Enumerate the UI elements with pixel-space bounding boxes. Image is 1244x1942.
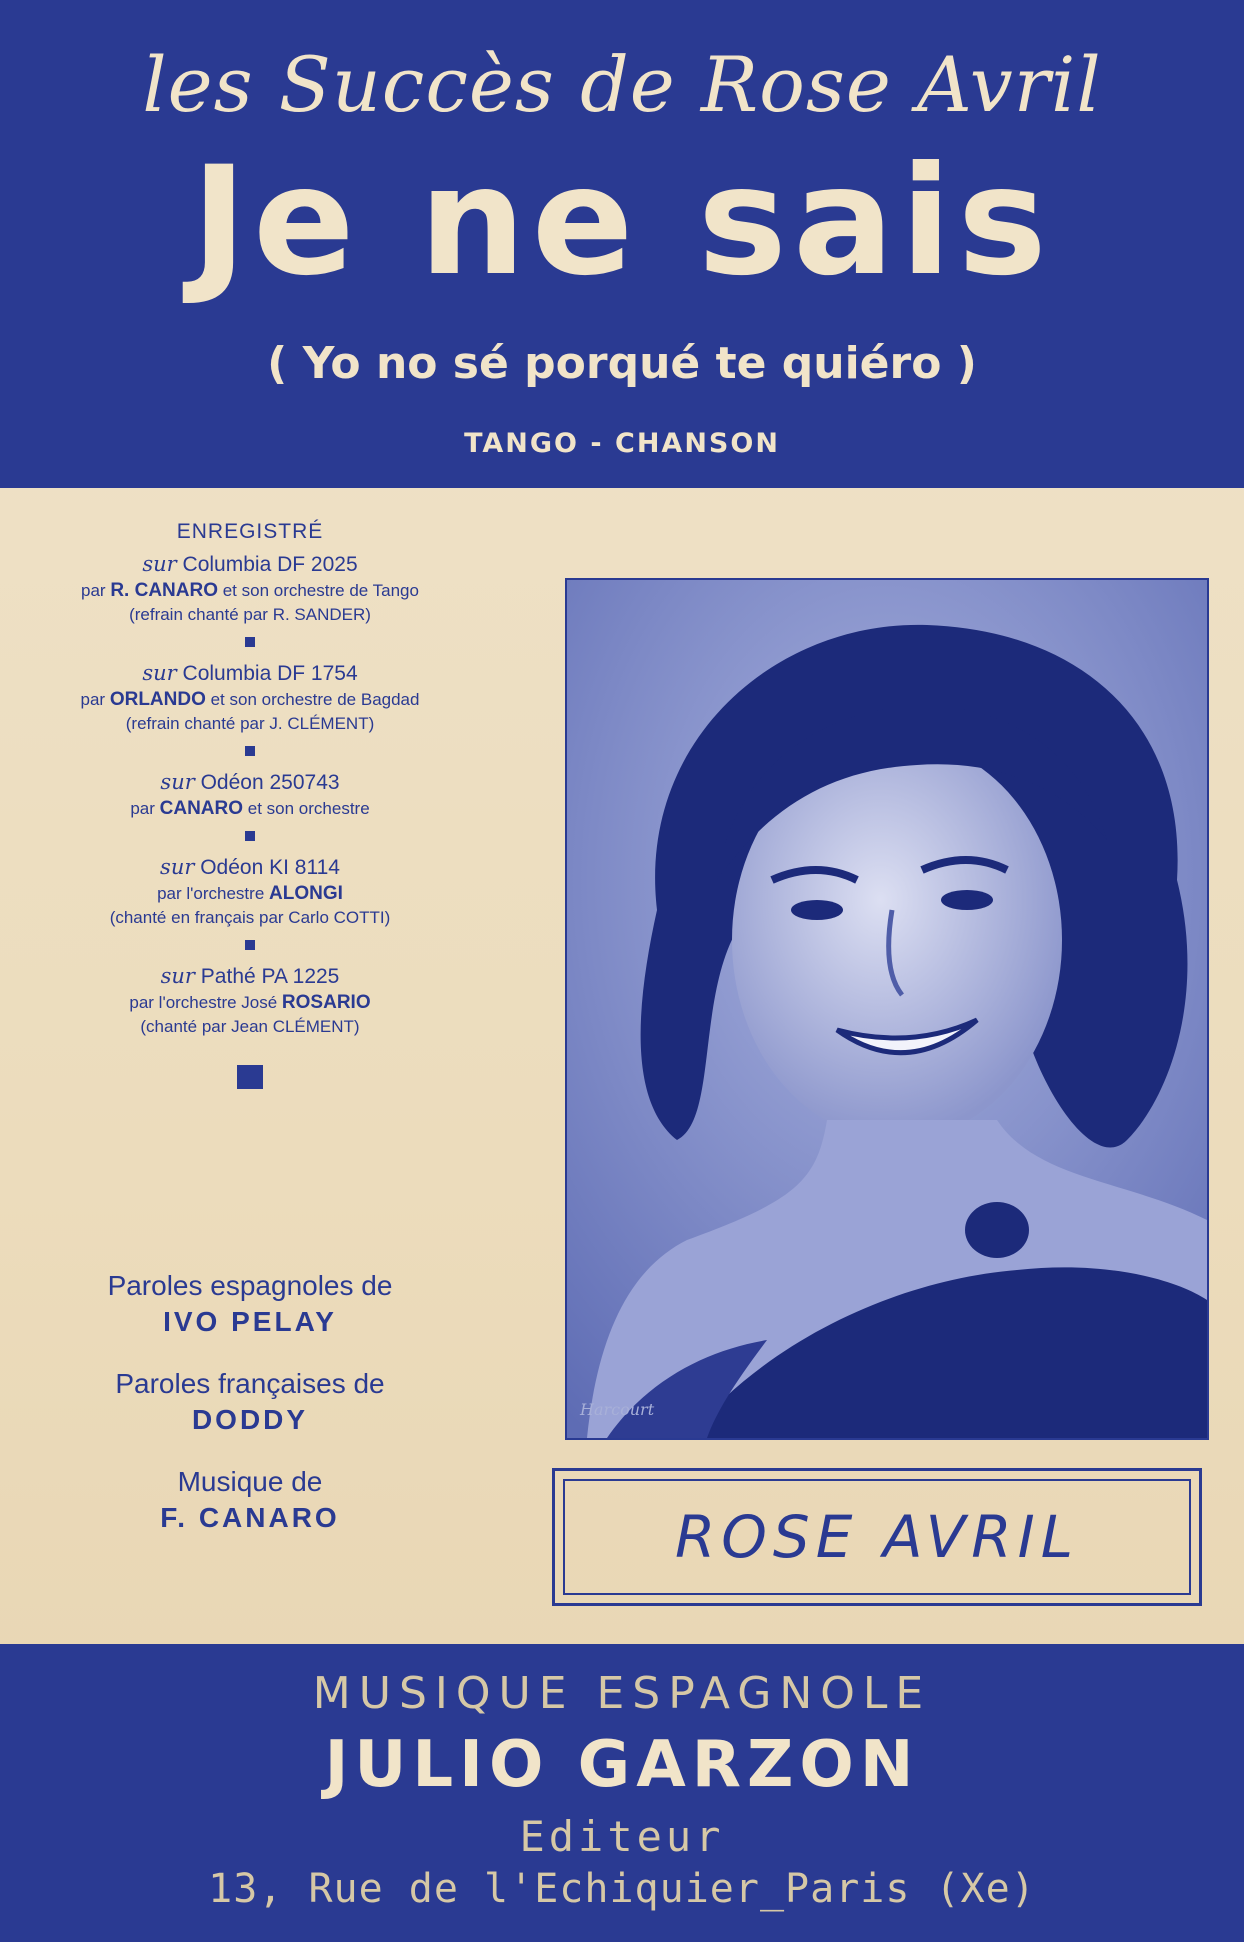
- credit-label: Paroles espagnoles de: [107, 1270, 393, 1301]
- recording-label: [30, 768, 470, 797]
- recording-catalog: Odéon 250743: [194, 771, 340, 794]
- recording-note: (refrain chanté par R. SANDER): [129, 605, 371, 624]
- recordings-list: [30, 520, 470, 1089]
- recording-par: par: [130, 799, 160, 818]
- recording-par: par l'orchestre: [157, 884, 269, 903]
- recording-catalog: Columbia DF 2025: [176, 553, 358, 576]
- credit-name: IVO PELAY: [163, 1306, 337, 1337]
- recording-sur: sur: [160, 855, 195, 879]
- recording-sur: sur: [142, 661, 177, 685]
- recording-orchestra: et son orchestre de Tango: [217, 581, 419, 600]
- recording-catalog: Pathé PA 1225: [194, 965, 340, 988]
- credit-music: [30, 1464, 470, 1536]
- header-band: [0, 0, 1244, 488]
- publisher-role: Editeur: [519, 1812, 725, 1861]
- recording-label: [30, 550, 470, 579]
- recording-par: par: [80, 690, 110, 709]
- recording-sur: sur: [142, 552, 177, 576]
- separator-square-large: [237, 1065, 263, 1089]
- recording-orchestra: et son orchestre de Bagdad: [205, 690, 420, 709]
- recording-item: [30, 550, 470, 627]
- recording-par: par: [81, 581, 111, 600]
- recording-label: [30, 853, 470, 882]
- credit-spanish-lyrics: [30, 1268, 470, 1340]
- recording-performer-name: ORLANDO: [109, 689, 206, 710]
- separator-square: [245, 940, 255, 950]
- recording-sur: sur: [160, 964, 195, 988]
- publisher-band: [0, 1644, 1244, 1942]
- song-subtitle: ( Yo no sé porqué te quiéro ): [267, 338, 977, 389]
- recording-performer-name: R. CANARO: [110, 580, 218, 601]
- recording-performer-name: ALONGI: [269, 883, 343, 904]
- credit-label: Paroles françaises de: [115, 1368, 385, 1399]
- recording-orchestra: et son orchestre: [243, 799, 370, 818]
- recording-item: [30, 962, 470, 1039]
- separator-square: [245, 831, 255, 841]
- recording-par: par l'orchestre José: [129, 993, 282, 1012]
- recording-sur: sur: [160, 770, 195, 794]
- recording-performer: [30, 688, 470, 712]
- artist-portrait-photo: [565, 578, 1209, 1440]
- credit-name: DODDY: [191, 1404, 309, 1435]
- recording-label: [30, 659, 470, 688]
- credit-french-lyrics: [30, 1366, 470, 1438]
- recording-label: [30, 962, 470, 991]
- recording-catalog: Odéon KI 8114: [194, 856, 340, 879]
- recording-item: [30, 768, 470, 821]
- credit-name: F. CANARO: [160, 1502, 340, 1533]
- publisher-heading: MUSIQUE ESPAGNOLE: [312, 1668, 932, 1719]
- recording-performer-name: CANARO: [159, 798, 244, 819]
- credit-label: Musique de: [177, 1466, 323, 1497]
- recordings-heading: ENREGISTRÉ: [176, 520, 324, 543]
- photo-studio-credit: Harcourt: [580, 1400, 655, 1419]
- recording-performer: [30, 797, 470, 821]
- song-title: Je ne sais: [191, 135, 1053, 309]
- recording-performer: [30, 991, 470, 1015]
- recording-item: [30, 853, 470, 930]
- recording-note: (chanté par Jean CLÉMENT): [140, 1017, 360, 1036]
- artist-name-box: [552, 1468, 1202, 1606]
- series-title: les Succès de Rose Avril: [142, 40, 1102, 129]
- recording-performer: [30, 579, 470, 603]
- recording-note: (refrain chanté par J. CLÉMENT): [125, 714, 375, 733]
- publisher-name: JULIO GARZON: [324, 1728, 920, 1802]
- recording-item: [30, 659, 470, 736]
- recording-performer-name: ROSARIO: [281, 992, 371, 1013]
- separator-square: [245, 746, 255, 756]
- genre-label: TANGO - CHANSON: [464, 428, 780, 459]
- recording-note: (chanté en français par Carlo COTTI): [109, 908, 391, 927]
- separator-square: [245, 637, 255, 647]
- recording-catalog: Columbia DF 1754: [176, 662, 358, 685]
- portrait-illustration: [567, 580, 1207, 1438]
- credits: [30, 1268, 470, 1562]
- publisher-address: 13, Rue de l'Echiquier_Paris (Xe): [208, 1866, 1036, 1912]
- recording-performer: [30, 882, 470, 906]
- artist-name: ROSE AVRIL: [563, 1479, 1191, 1595]
